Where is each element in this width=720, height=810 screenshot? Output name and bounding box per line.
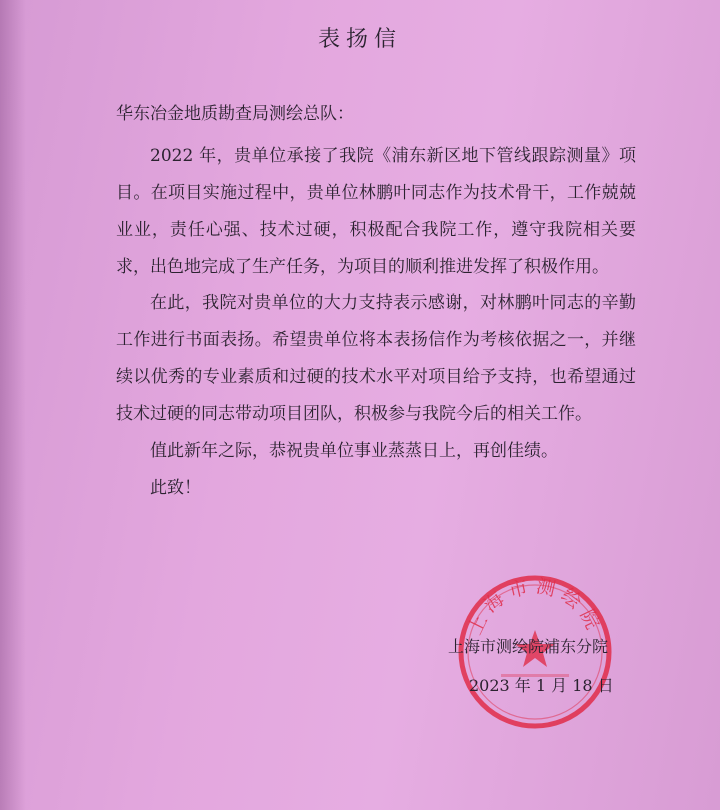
letter-date: 2023 年 1 月 18 日 xyxy=(469,676,614,695)
letter-paragraph-2: 在此，我院对贵单位的大力支持表示感谢，对林鹏叶同志的辛勤工作进行书面表扬。希望贵单位将本表扬信作为考核依据之一，并继续以优秀的专业素质和过硬的技术水平对项目给予支持，也希望通过技术过硬的同志带动项目团队，积极参与我院今后的相关工作。 xyxy=(116,293,636,424)
letter-salutation: 华东冶金地质勘查局测绘总队： xyxy=(116,104,354,124)
letter-paragraph-1: 2022 年，贵单位承接了我院《浦东新区地下管线跟踪测量》项目。在项目实施过程中，贵单位林鹏叶同志作为技术骨干，工作兢兢业业，责任心强、技术过硬，积极配合我院工作，遵守我院相关要求，出色地完成了生产任务，为项目的顺利推进发挥了积极作用。 xyxy=(116,146,636,277)
letter-closing: 此致！ xyxy=(150,478,201,498)
page-edge-shadow xyxy=(0,0,26,810)
letter-paragraph-3: 值此新年之际，恭祝贵单位事业蒸蒸日上，再创佳绩。 xyxy=(150,441,558,461)
letter-title: 表扬信 xyxy=(317,27,402,52)
svg-text:上海市测绘院: 上海市测绘院 xyxy=(463,575,607,639)
issuer-signature: 上海市测绘院浦东分院 xyxy=(448,637,609,656)
